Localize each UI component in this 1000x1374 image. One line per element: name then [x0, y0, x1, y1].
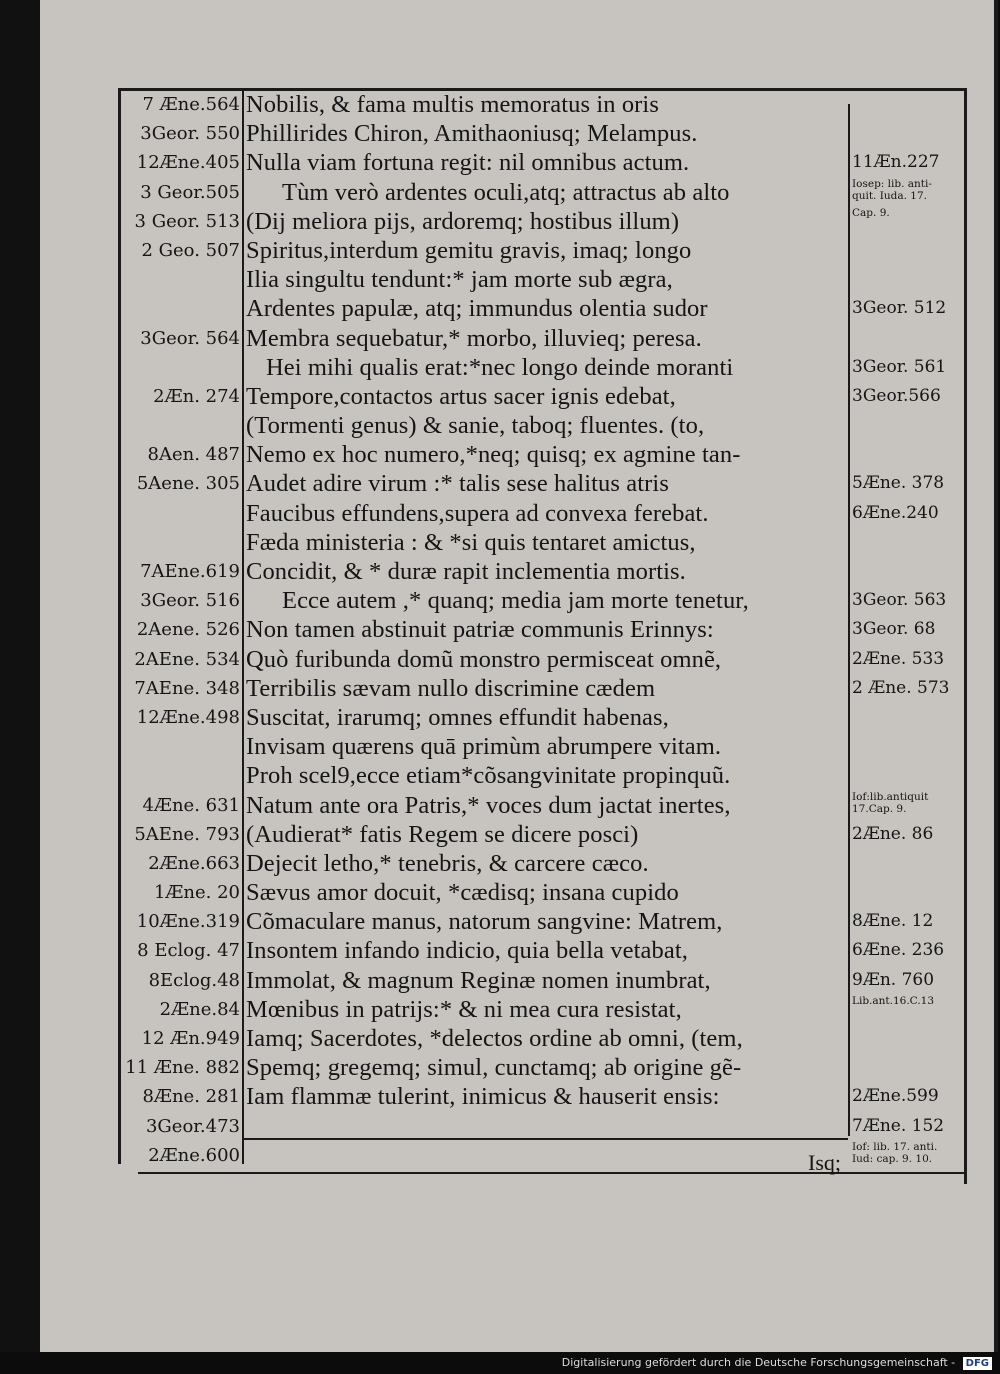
verse-line: Non tamen abstinuit patriæ communis Erinnys: — [246, 616, 714, 644]
right-ref-empty — [852, 557, 968, 586]
left-ref: 5AEne. 793 — [134, 823, 240, 845]
right-ref: 2 Æne. 573 — [852, 677, 950, 698]
verse-line: Sævus amor docuit, *cædisq; insana cupido — [246, 879, 679, 907]
left-ref: 3Geor. 550 — [140, 123, 240, 145]
right-note-line: Iud: cap. 9. 10. — [852, 1153, 933, 1166]
right-ref: 3Geor. 561 — [852, 356, 947, 377]
right-ref-empty — [852, 1024, 968, 1053]
left-ref: 7AEne.619 — [140, 561, 240, 582]
right-ref: 2Æne. 86 — [852, 823, 934, 844]
right-ref-empty — [852, 236, 968, 265]
verse-line: Iam flammæ tulerint, inimicus & hauserit ensis: — [246, 1083, 720, 1111]
main-text-column — [246, 90, 846, 1112]
left-ref: 8Aen. 487 — [147, 444, 240, 466]
verse-line: Audet adire virum :* talis sese halitus atris — [246, 470, 669, 498]
right-note — [852, 178, 968, 207]
left-ref — [120, 732, 242, 761]
left-column-divider — [242, 88, 244, 1164]
right-ref-empty — [852, 761, 968, 790]
right-ref: 7Æne. 152 — [852, 1115, 945, 1136]
left-ref: 2Aene. 526 — [136, 619, 240, 641]
right-ref: 3Geor. 563 — [852, 590, 947, 611]
verse-line: Quò furibunda domũ monstro permisceat omnẽ, — [246, 645, 722, 673]
right-ref: 8Æne. 12 — [852, 911, 934, 932]
right-ref: 3Geor. 68 — [852, 619, 936, 640]
verse-line: Phillirides Chiron, Amithaoniusq; Melampus. — [246, 120, 698, 148]
verse-line: Concidit, & * duræ rapit inclementia mortis. — [246, 558, 686, 585]
left-ref: 11 Æne. 882 — [125, 1057, 240, 1079]
verse-line: Cõmaculare manus, natorum sangvine: Matrem, — [246, 908, 723, 936]
right-ref: 11Æn.227 — [852, 152, 940, 173]
verse-line: Hei mihi qualis erat:*nec longo deinde moranti — [266, 353, 734, 381]
left-ref: 2AEne. 534 — [134, 648, 240, 670]
verse-line: Insontem infando indicio, quia bella vetabat, — [246, 937, 688, 965]
left-ref — [120, 761, 242, 790]
left-ref: 2Æn. 274 — [153, 385, 240, 407]
left-ref: 3Geor. 516 — [140, 590, 240, 612]
verse-line: Proh scel9,ecce etiam*cõsangvinitate propinquũ. — [246, 762, 731, 790]
right-ref-empty — [852, 119, 968, 148]
verse-line: (Tormenti genus) & sanie, taboq; fluentes. (to, — [246, 412, 705, 440]
right-ref-empty — [852, 440, 968, 469]
left-ref: 8Eclog.48 — [148, 969, 240, 991]
right-ref: 9Æn. 760 — [852, 969, 935, 990]
left-ref: 12 Æn.949 — [141, 1028, 240, 1049]
right-ref-empty — [852, 878, 968, 907]
verse-line: Spiritus,interdum gemitu gravis, imaq; longo — [246, 236, 692, 264]
right-ref: 2Æne. 533 — [852, 648, 945, 669]
right-note — [852, 791, 968, 820]
left-ref: 3 Geor.505 — [140, 181, 240, 203]
page-edge — [994, 0, 998, 1352]
right-ref: 3Geor.566 — [852, 385, 941, 406]
left-ref: 2Æne.84 — [159, 998, 240, 1020]
verse-line: Immolat, & magnum Reginæ nomen inumbrat, — [246, 966, 711, 994]
left-ref: 2Æne.663 — [148, 852, 240, 874]
verse-line: Fæda ministeria : & *si quis tentaret amictus, — [246, 528, 696, 556]
right-note-line: Iof:lib.antiquit — [852, 790, 929, 803]
right-note-line: Iof: lib. 17. anti. — [852, 1140, 938, 1153]
text-bottom-rule — [242, 1138, 848, 1140]
right-note — [852, 995, 968, 1024]
left-ref — [120, 353, 242, 382]
verse-line: Ilia singultu tendunt:* jam morte sub ægra, — [246, 266, 673, 294]
verse-line: Ecce autem ,* quanq; media jam morte tenetur, — [282, 587, 749, 615]
left-ref: 4Æne. 631 — [142, 794, 240, 816]
right-margin-references — [852, 90, 968, 1170]
right-note-line: 17.Cap. 9. — [852, 803, 907, 815]
digitization-footer — [562, 1355, 992, 1371]
verse-line: (Dij meliora pijs, ardoremq; hostibus illum) — [246, 207, 680, 235]
bottom-rule — [138, 1172, 966, 1174]
verse-line: Invisam quærens quā primùm abrumpere vitam. — [246, 733, 722, 761]
verse-line: Tempore,contactos artus sacer ignis edebat, — [246, 382, 676, 410]
right-ref: 6Æne. 236 — [852, 940, 945, 961]
left-ref: 3Geor.473 — [145, 1115, 240, 1137]
dfg-logo: DFG — [963, 1357, 992, 1370]
verse-line: Mœnibus in patrijs:* & ni mea cura resistat, — [246, 995, 682, 1023]
scan-left-edge — [0, 0, 40, 1352]
verse-line: Nulla viam fortuna regit: nil omnibus actum. — [246, 149, 690, 177]
left-ref: 2Æne.600 — [148, 1144, 240, 1166]
left-ref: 5Aene. 305 — [136, 473, 240, 495]
left-ref: 12Æne.498 — [136, 706, 240, 728]
left-ref: 12Æne.405 — [136, 152, 240, 174]
right-ref: 3Geor. 512 — [852, 298, 947, 319]
left-margin-references — [120, 90, 242, 1170]
footer-text: Digitalisierung gefördert durch die Deutsche Forschungsgemeinschaft - — [561, 1356, 956, 1369]
right-note-line: Lib.ant.16.C.13 — [852, 994, 935, 1007]
left-ref: 1Æne. 20 — [153, 882, 240, 904]
right-ref-empty — [852, 528, 968, 557]
left-ref — [120, 499, 242, 528]
right-ref: 2Æne.599 — [852, 1086, 939, 1107]
right-ref-empty — [852, 411, 968, 440]
verse-line: Suscitat, irarumq; omnes effundit habenas, — [246, 703, 669, 731]
verse-line: Ardentes papulæ, atq; immundus olentia sudor — [246, 295, 708, 323]
left-ref: 8 Eclog. 47 — [137, 940, 240, 962]
right-ref: 5Æne. 378 — [852, 473, 945, 494]
right-note — [852, 1141, 968, 1170]
right-ref: 6Æne.240 — [852, 502, 939, 523]
verse-line: Dejecit letho,* tenebris, & carcere cæco. — [246, 849, 649, 877]
left-ref: 3Geor. 564 — [140, 327, 240, 349]
verse-line: Nobilis, & fama multis memoratus in oris — [246, 91, 659, 118]
right-ref-empty — [852, 324, 968, 353]
right-note-line: Iosep: lib. anti- — [852, 177, 932, 190]
catchword: Isq; — [808, 1150, 841, 1175]
left-ref: 10Æne.319 — [136, 911, 240, 933]
left-ref: 7AEne. 348 — [134, 677, 240, 699]
verse-line: Faucibus effundens,supera ad convexa ferebat. — [246, 499, 709, 527]
right-note — [852, 207, 968, 236]
verse-line: (Audierat* fatis Regem se dicere posci) — [246, 820, 639, 848]
verse-line: Iamq; Sacerdotes, *delectos ordine ab omni, (tem, — [246, 1025, 743, 1052]
left-ref: 8Æne. 281 — [142, 1086, 240, 1108]
verse-line: Natum ante ora Patris,* voces dum jactat inertes, — [246, 791, 731, 819]
right-note-line: Cap. 9. — [852, 206, 890, 219]
verse-line: Terribilis sævam nullo discrimine cædem — [246, 674, 656, 702]
verse-line: Nemo ex hoc numero,*neq; quisq; ex agmine tan- — [246, 441, 741, 469]
right-note-line: quit. Iuda. 17. — [852, 190, 928, 203]
right-column-divider — [848, 104, 850, 1136]
left-ref — [120, 265, 242, 294]
right-ref-empty — [852, 1053, 968, 1082]
verse-line: Tùm verò ardentes oculi,atq; attractus ab alto — [282, 178, 730, 206]
verse-line: Spemq; gregemq; simul, cunctamq; ab origine gẽ- — [246, 1054, 742, 1082]
left-ref — [120, 411, 242, 440]
right-ref-empty — [852, 703, 968, 732]
left-ref — [120, 528, 242, 557]
left-ref: 7 Æne.564 — [142, 94, 240, 115]
right-ref-empty — [852, 90, 968, 119]
verse-line: Membra sequebatur,* morbo, illuvieq; peresa. — [246, 324, 702, 352]
left-ref — [120, 294, 242, 323]
right-ref-empty — [852, 732, 968, 761]
right-ref-empty — [852, 849, 968, 878]
right-ref-empty — [852, 265, 968, 294]
left-ref: 2 Geo. 507 — [141, 239, 240, 261]
left-ref: 3 Geor. 513 — [134, 210, 240, 232]
